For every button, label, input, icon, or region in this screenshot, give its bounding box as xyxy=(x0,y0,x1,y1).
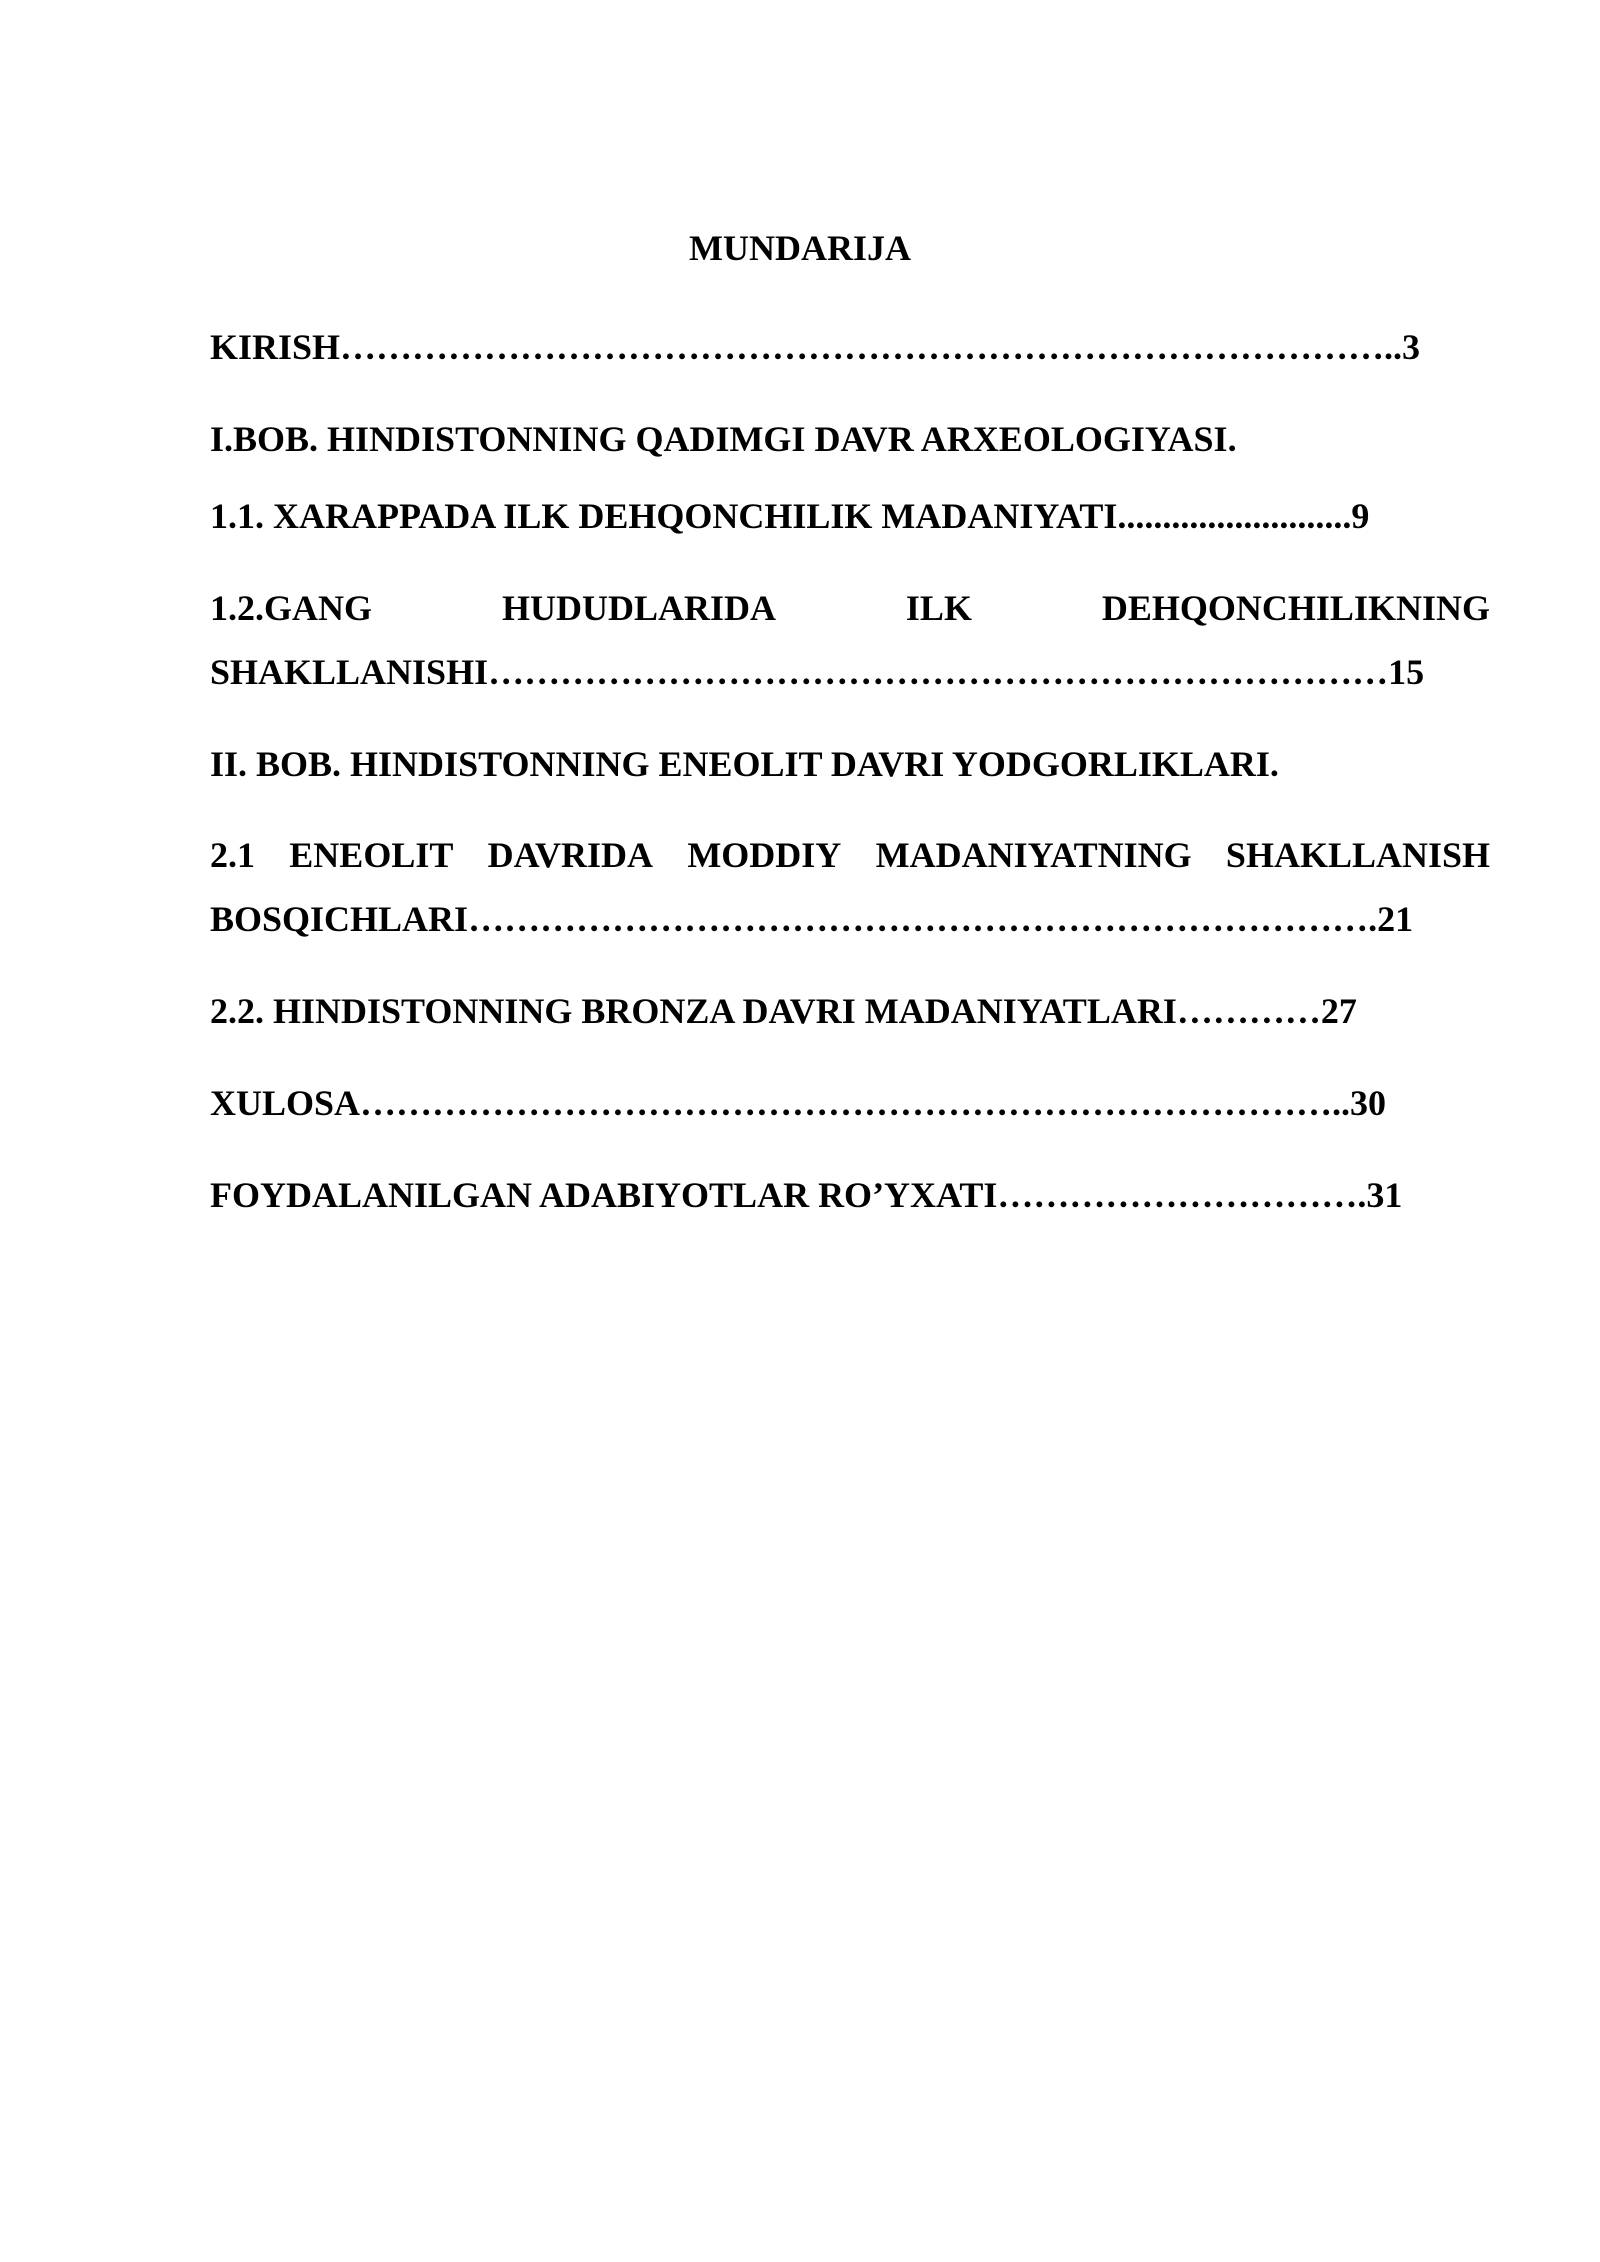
toc-entry-chapter-2: II. BOB. HINDISTONNING ENEOLIT DAVRI YODGORLIKLARI. xyxy=(210,744,1279,784)
toc-entry-chapter-1: I.BOB. HINDISTONNING QADIMGI DAVR ARXEOLOGIYASI. xyxy=(210,419,1237,459)
toc-entry-2-2: 2.2. HINDISTONNING BRONZA DAVRI MADANIYATLARI…………27 xyxy=(210,991,1357,1031)
toc-entry-1-2-line-1 xyxy=(210,586,1490,630)
toc-entry-2-1-line-2: BOSQICHLARI………………………………………………………………….21 xyxy=(210,899,1414,939)
toc-entry-1-1: 1.1. XARAPPADA ILK DEHQONCHILIK MADANIYATI..........................9 xyxy=(210,496,1370,536)
toc-word: 1.2.GANG xyxy=(210,588,372,628)
toc-word: ENEOLIT xyxy=(289,835,454,875)
page-title: MUNDARIJA xyxy=(689,228,911,268)
toc-word: MADANIYATNING xyxy=(875,835,1192,875)
toc-word: DEHQONCHILIKNING xyxy=(1101,588,1490,628)
toc-entry-1-2-line-2: SHAKLLANISHI…………………………………………………………………15 xyxy=(210,652,1425,692)
toc-word: MODDIY xyxy=(687,835,842,875)
toc-entry-2-1-line-1 xyxy=(210,833,1490,877)
toc-entry-kirish: KIRISH……………………………………………………………………………..3 xyxy=(210,327,1421,367)
toc-word: DAVRIDA xyxy=(487,835,654,875)
toc-word: 2.1 xyxy=(210,835,255,875)
toc-word: ILK xyxy=(905,588,972,628)
toc-word: SHAKLLANISH xyxy=(1225,835,1490,875)
toc-entry-xulosa: XULOSA………………………………………………………………………..30 xyxy=(210,1083,1387,1123)
toc-entry-references: FOYDALANILGAN ADABIYOTLAR RO’YXATI………………………….31 xyxy=(210,1175,1403,1215)
toc-word: HUDUDLARIDA xyxy=(501,588,776,628)
